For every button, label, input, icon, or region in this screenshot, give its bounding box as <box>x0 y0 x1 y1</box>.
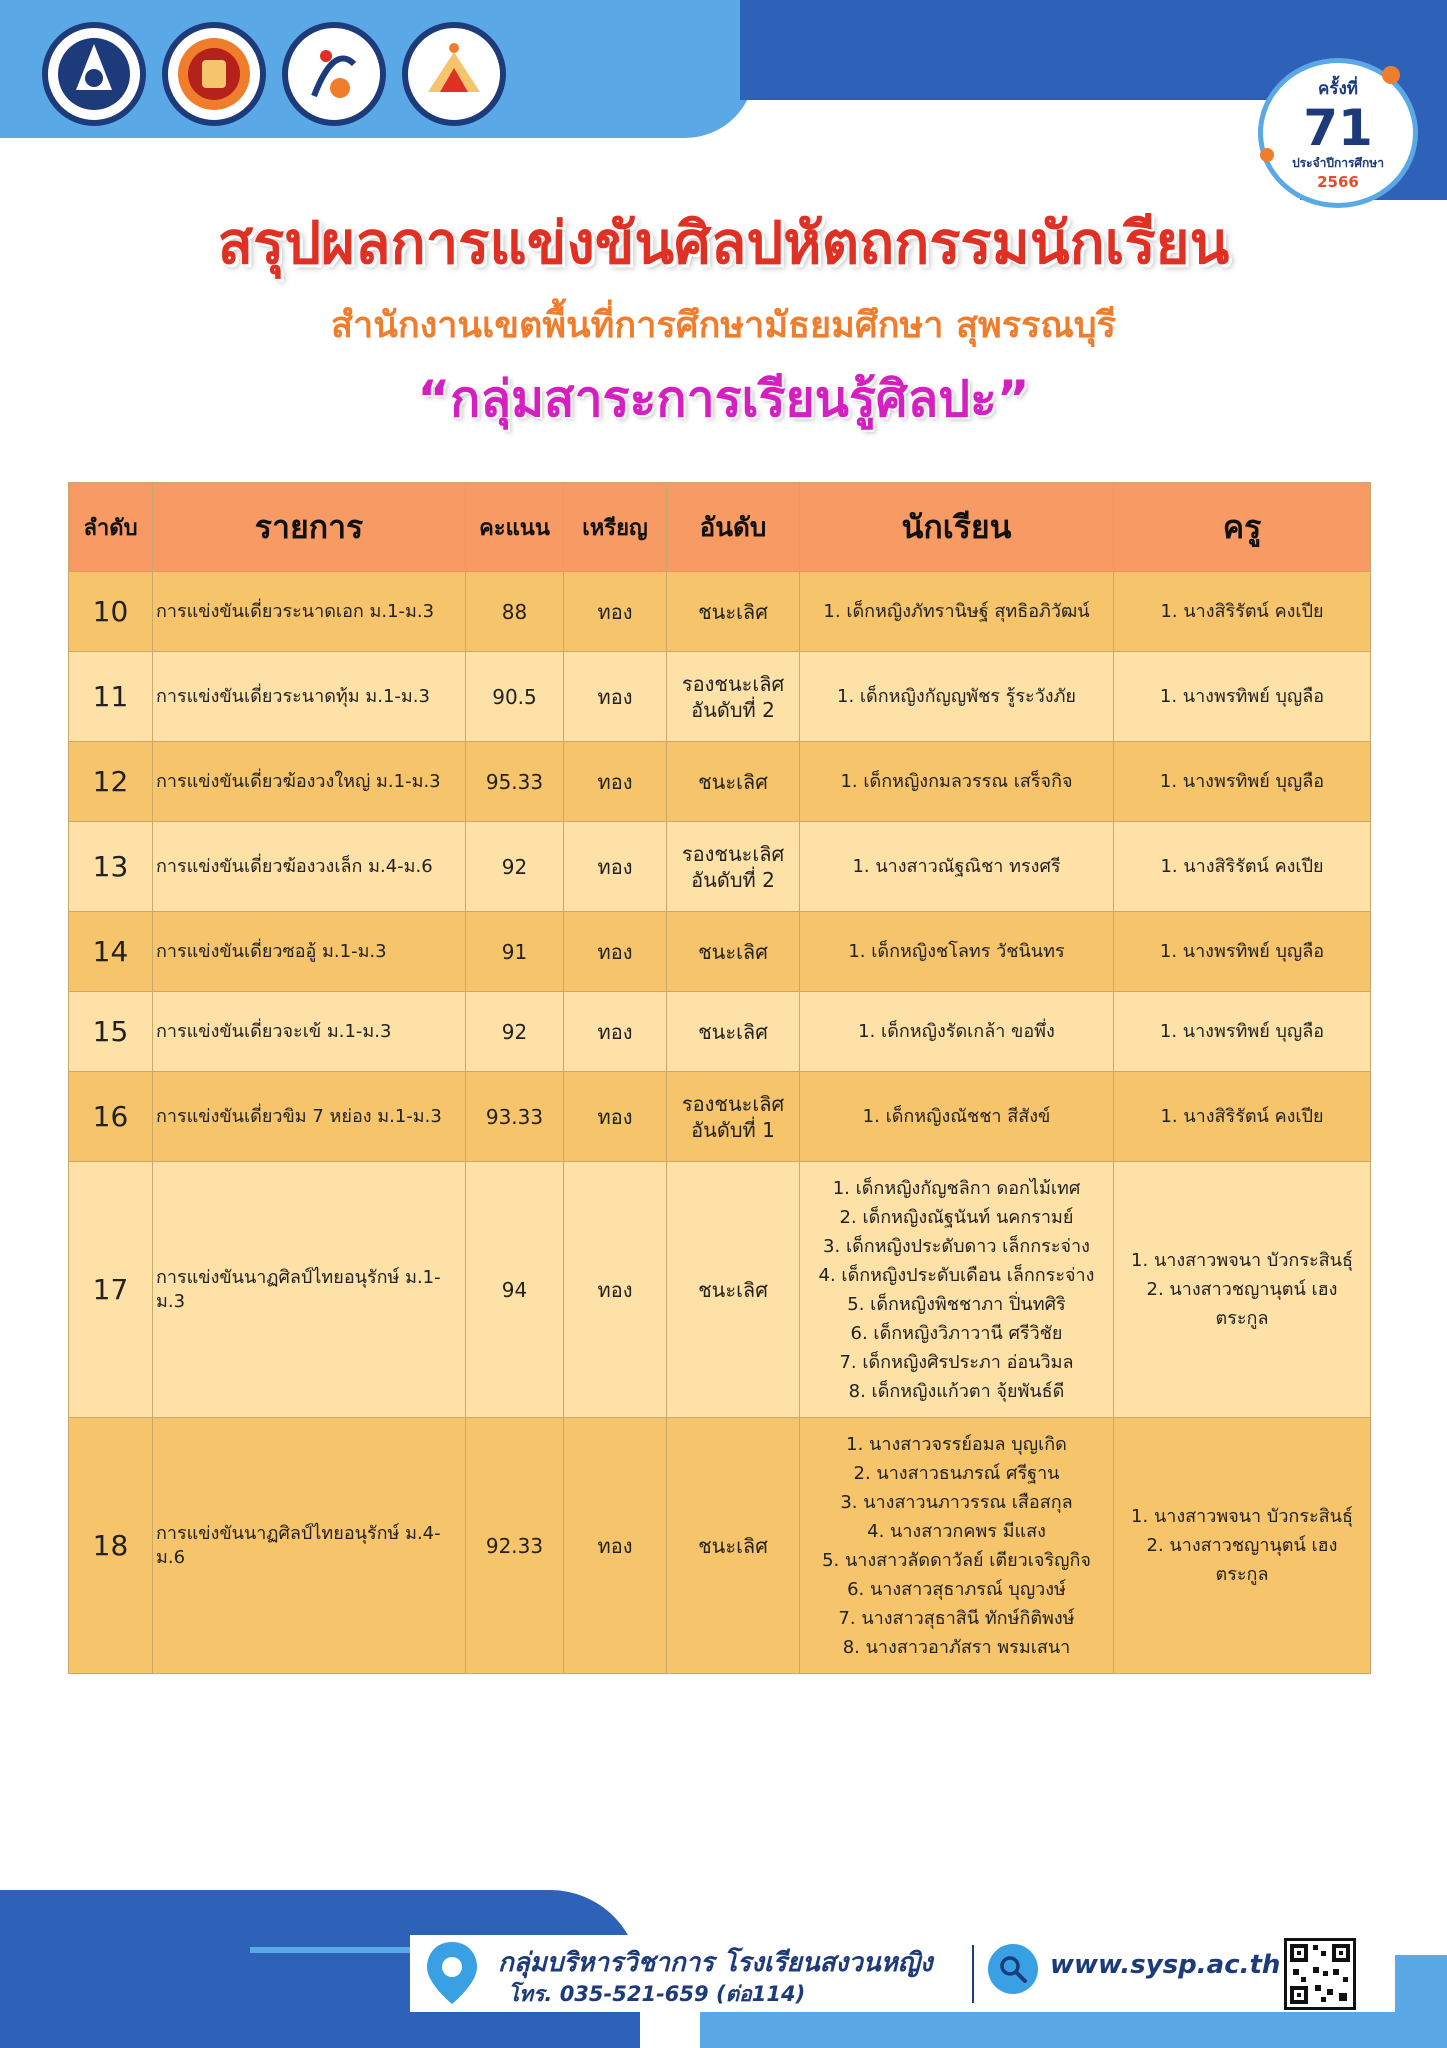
student-name: 3. นางสาวนภาวรรณ เสือสกุล <box>840 1491 1073 1513</box>
table-row <box>69 912 1371 992</box>
rank-line: ชนะเลิศ <box>698 1533 768 1558</box>
teachers-cell <box>1114 992 1371 1072</box>
medal-cell: ทอง <box>564 1162 667 1418</box>
score-cell: 92 <box>466 992 564 1072</box>
teacher-name: 1. นางสิริรัตน์ คงเปีย <box>1160 856 1324 877</box>
teacher-name: 2. นางสาวชญานุตน์ เฮง <box>1146 1535 1338 1556</box>
teacher-name: 1. นางพรทิพย์ บุญลือ <box>1159 1021 1325 1042</box>
badge-dot-decoration <box>1382 66 1400 84</box>
medal-cell: ทอง <box>564 1072 667 1162</box>
rank-line: ชนะเลิศ <box>698 769 768 794</box>
header-teachers: ครู <box>1114 483 1371 572</box>
rank-line: ชนะเลิศ <box>698 1019 768 1044</box>
score-cell: 94 <box>466 1162 564 1418</box>
medal-cell: ทอง <box>564 652 667 742</box>
students-cell <box>800 572 1114 652</box>
header-students: นักเรียน <box>800 483 1114 572</box>
student-name: 6. เด็กหญิงวิภาวานี ศรีวิชัย <box>850 1322 1063 1344</box>
teacher-name: 1. นางสิริรัตน์ คงเปีย <box>1160 1106 1324 1127</box>
table-row <box>69 822 1371 912</box>
rank-cell <box>667 1162 800 1418</box>
badge-subtitle: ประจำปีการศึกษา <box>1292 156 1384 170</box>
teacher-name: 1. นางพรทิพย์ บุญลือ <box>1159 941 1325 962</box>
student-name: 5. นางสาวลัดดาวัลย์ เตียวเจริญกิจ <box>822 1549 1091 1571</box>
student-name: 1. เด็กหญิงรัดเกล้า ขอพึ่ง <box>858 1021 1055 1042</box>
medal-cell: ทอง <box>564 572 667 652</box>
teachers-cell <box>1114 1418 1371 1674</box>
teacher-name: 1. นางสิริรัตน์ คงเปีย <box>1160 601 1324 622</box>
header-item: รายการ <box>153 483 466 572</box>
teacher-name: ตระกูล <box>1215 1308 1269 1329</box>
table-row <box>69 1072 1371 1162</box>
score-cell: 92 <box>466 822 564 912</box>
footer-organization: กลุ่มบริหารวิชาการ โรงเรียนสงวนหญิง <box>498 1948 933 1978</box>
competition-item: การแข่งขันนาฏศิลป์ไทยอนุรักษ์ ม.4-ม.6 <box>153 1418 466 1674</box>
students-cell <box>800 1162 1114 1418</box>
medal-cell: ทอง <box>564 1418 667 1674</box>
student-name: 4. เด็กหญิงประดับเดือน เล็กกระจ่าง <box>818 1264 1095 1286</box>
rank-line: รองชนะเลิศ <box>681 671 785 696</box>
rank-line: ชนะเลิศ <box>698 599 768 624</box>
students-cell <box>800 652 1114 742</box>
header-score: คะแนน <box>466 483 564 572</box>
qr-code-icon <box>1284 1938 1356 2010</box>
score-cell: 95.33 <box>466 742 564 822</box>
teachers-cell <box>1114 912 1371 992</box>
teacher-name: 2. นางสาวชญานุตน์ เฮง <box>1146 1279 1338 1300</box>
teachers-cell <box>1114 572 1371 652</box>
competition-item: การแข่งขันเดี่ยวระนาดทุ้ม ม.1-ม.3 <box>153 652 466 742</box>
student-name: 1. เด็กหญิงณัชชา สีสังข์ <box>862 1106 1051 1127</box>
student-name: 1. เด็กหญิงกัญชลิกา ดอกไม้เทศ <box>832 1177 1081 1199</box>
competition-item: การแข่งขันเดี่ยวฆ้องวงใหญ่ ม.1-ม.3 <box>153 742 466 822</box>
table-body <box>69 572 1371 1674</box>
suphanburi-emblem-icon <box>282 22 386 126</box>
rank-cell <box>667 992 800 1072</box>
medal-cell: ทอง <box>564 822 667 912</box>
student-name: 1. นางสาวณัฐณิชา ทรงศรี <box>852 856 1061 877</box>
teachers-cell <box>1114 742 1371 822</box>
medal-cell: ทอง <box>564 912 667 992</box>
teacher-name: 1. นางพรทิพย์ บุญลือ <box>1159 686 1325 707</box>
rank-cell <box>667 822 800 912</box>
badge-label: ครั้งที่ <box>1317 79 1358 99</box>
students-cell <box>800 742 1114 822</box>
teachers-cell <box>1114 822 1371 912</box>
competition-item: การแข่งขันเดี่ยวซออู้ ม.1-ม.3 <box>153 912 466 992</box>
header-rank: อันดับ <box>667 483 800 572</box>
student-name: 7. เด็กหญิงศิรประภา อ่อนวิมล <box>839 1351 1074 1373</box>
rank-cell <box>667 1072 800 1162</box>
footer-band-light-corner <box>1395 1955 1447 2048</box>
page-title: สรุปผลการแข่งขันศิลปหัตถกรรมนักเรียน <box>217 209 1230 277</box>
teachers-cell <box>1114 652 1371 742</box>
table-row <box>69 1162 1371 1418</box>
row-number: 10 <box>69 572 153 652</box>
results-table <box>68 482 1371 1674</box>
rank-line: ชนะเลิศ <box>698 939 768 964</box>
office-subtitle: สำนักงานเขตพื้นที่การศึกษามัธยมศึกษา สุพรรณบุรี <box>331 305 1116 346</box>
rank-line: รองชนะเลิศ <box>681 841 785 866</box>
rank-cell <box>667 1418 800 1674</box>
footer-accent-bar <box>250 1947 410 1953</box>
teachers-cell <box>1114 1162 1371 1418</box>
rank-line: รองชนะเลิศ <box>681 1091 785 1116</box>
school-emblem-icon <box>162 22 266 126</box>
table-row <box>69 742 1371 822</box>
competition-item: การแข่งขันนาฏศิลป์ไทยอนุรักษ์ ม.1-ม.3 <box>153 1162 466 1418</box>
student-name: 1. เด็กหญิงชโลทร วัชนินทร <box>848 941 1065 962</box>
student-name: 8. เด็กหญิงแก้วตา จุ้ยพันธ์ดี <box>848 1380 1065 1402</box>
medal-cell: ทอง <box>564 742 667 822</box>
rank-line: อันดับที่ 1 <box>691 1117 775 1142</box>
table-row <box>69 1418 1371 1674</box>
student-name: 2. เด็กหญิงณัฐนันท์ นคกรามย์ <box>839 1206 1074 1228</box>
row-number: 15 <box>69 992 153 1072</box>
table-row <box>69 572 1371 652</box>
teacher-name: ตระกูล <box>1215 1564 1269 1585</box>
table-row <box>69 992 1371 1072</box>
competition-item: การแข่งขันเดี่ยวระนาดเอก ม.1-ม.3 <box>153 572 466 652</box>
row-number: 13 <box>69 822 153 912</box>
students-cell <box>800 822 1114 912</box>
footer-band-light <box>700 2012 1447 2048</box>
teacher-name: 1. นางสาวพจนา บัวกระสินธุ์ <box>1131 1506 1353 1527</box>
competition-item: การแข่งขันเดี่ยวขิม 7 หย่อง ม.1-ม.3 <box>153 1072 466 1162</box>
score-cell: 93.33 <box>466 1072 564 1162</box>
rank-line: ชนะเลิศ <box>698 1277 768 1302</box>
rank-line: อันดับที่ 2 <box>691 697 775 722</box>
table-header-row <box>69 483 1371 572</box>
subject-group-title: “กลุ่มสาระการเรียนรู้ศิลปะ” <box>417 370 1030 428</box>
obec-emblem-icon <box>42 22 146 126</box>
row-number: 11 <box>69 652 153 742</box>
rank-cell <box>667 572 800 652</box>
table-row <box>69 652 1371 742</box>
rank-cell <box>667 912 800 992</box>
arts-festival-emblem-icon <box>402 22 506 126</box>
score-cell: 90.5 <box>466 652 564 742</box>
student-name: 1. นางสาวจรรย์อมล บุญเกิด <box>846 1433 1067 1455</box>
row-number: 18 <box>69 1418 153 1674</box>
location-pin-icon <box>424 1940 480 2010</box>
score-cell: 88 <box>466 572 564 652</box>
score-cell: 92.33 <box>466 1418 564 1674</box>
student-name: 5. เด็กหญิงพิชชาภา ปิ่นทศิริ <box>847 1293 1066 1315</box>
footer-divider <box>972 1945 974 2003</box>
badge-year: 2566 <box>1317 173 1359 191</box>
badge-dot-decoration <box>1260 148 1274 162</box>
students-cell <box>800 1072 1114 1162</box>
footer-website-link[interactable]: www.sysp.ac.th <box>1050 1950 1281 1980</box>
student-name: 1. เด็กหญิงภัทรานิษฐ์ สุทธิอภิวัฒน์ <box>823 601 1090 622</box>
medal-cell: ทอง <box>564 992 667 1072</box>
badge-number: 71 <box>1303 99 1373 157</box>
students-cell <box>800 992 1114 1072</box>
header-medal: เหรียญ <box>564 483 667 572</box>
student-name: 1. เด็กหญิงกัญญพัชร รู้ระวังภัย <box>837 686 1076 707</box>
rank-line: อันดับที่ 2 <box>691 867 775 892</box>
row-number: 14 <box>69 912 153 992</box>
student-name: 6. นางสาวสุธาภรณ์ บุญวงษ์ <box>847 1578 1066 1600</box>
footer-phone: โทร. 035-521-659 (ต่อ114) <box>508 1982 806 2006</box>
teacher-name: 1. นางสาวพจนา บัวกระสินธุ์ <box>1131 1250 1353 1271</box>
students-cell <box>800 912 1114 992</box>
header-no: ลำดับ <box>69 483 153 572</box>
teacher-name: 1. นางพรทิพย์ บุญลือ <box>1159 771 1325 792</box>
teachers-cell <box>1114 1072 1371 1162</box>
logo-row <box>42 22 506 126</box>
rank-cell <box>667 652 800 742</box>
student-name: 2. นางสาวธนภรณ์ ศรีฐาน <box>853 1462 1060 1484</box>
students-cell <box>800 1418 1114 1674</box>
row-number: 12 <box>69 742 153 822</box>
competition-item: การแข่งขันเดี่ยวฆ้องวงเล็ก ม.4-ม.6 <box>153 822 466 912</box>
student-name: 8. นางสาวอาภัสรา พรมเสนา <box>842 1636 1071 1658</box>
score-cell: 91 <box>466 912 564 992</box>
competition-item: การแข่งขันเดี่ยวจะเข้ ม.1-ม.3 <box>153 992 466 1072</box>
rank-cell <box>667 742 800 822</box>
student-name: 4. นางสาวกคพร มีแสง <box>867 1520 1046 1542</box>
search-icon <box>988 1944 1038 1994</box>
row-number: 17 <box>69 1162 153 1418</box>
student-name: 1. เด็กหญิงกมลวรรณ เสร็จกิจ <box>840 771 1073 792</box>
student-name: 3. เด็กหญิงประดับดาว เล็กกระจ่าง <box>823 1235 1090 1257</box>
row-number: 16 <box>69 1072 153 1162</box>
student-name: 7. นางสาวสุธาสินี ทักษ์กิติพงษ์ <box>838 1607 1075 1629</box>
